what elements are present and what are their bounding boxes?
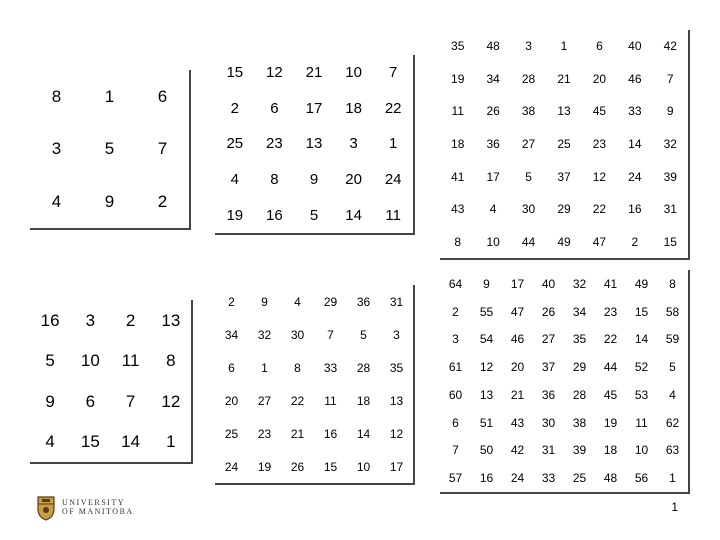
grid-cell: 29 <box>557 202 571 217</box>
grid-cell: 35 <box>451 39 465 54</box>
grid-cell: 60 <box>448 387 463 402</box>
grid-cell: 46 <box>628 71 642 86</box>
grid-cell: 23 <box>592 136 607 151</box>
grid-cell: 17 <box>486 169 500 184</box>
grid-cell: 12 <box>161 391 181 411</box>
grid-cell: 31 <box>389 294 404 309</box>
grid-cell: 40 <box>541 276 556 291</box>
grid-cell: 10 <box>80 351 100 371</box>
grid-cell: 21 <box>557 71 571 86</box>
grid-cell: 7 <box>157 139 168 159</box>
grid-cell: 43 <box>451 202 465 217</box>
grid-cell: 32 <box>663 136 677 151</box>
grid-cell: 9 <box>309 171 319 189</box>
grid-cell: 7 <box>327 327 334 342</box>
grid-cell: 14 <box>628 136 642 151</box>
grid-cell: 7 <box>452 443 459 458</box>
grid-cell: 11 <box>385 206 401 224</box>
grid-cell: 24 <box>384 171 402 189</box>
grid-cell: 56 <box>634 471 649 486</box>
grid-cell: 27 <box>521 136 536 151</box>
grid-cell: 19 <box>451 71 465 86</box>
grid-cell: 44 <box>603 360 618 375</box>
grid-cell: 13 <box>557 104 571 119</box>
grid-cell: 10 <box>356 459 371 474</box>
grid-cell: 16 <box>479 471 494 486</box>
grid-cell: 21 <box>290 426 305 441</box>
grid-cell: 5 <box>104 139 115 159</box>
grid-cell: 28 <box>572 387 587 402</box>
grid-cell: 7 <box>125 391 136 411</box>
grid-cell: 45 <box>603 387 618 402</box>
grid-cell: 1 <box>166 432 176 452</box>
grid-cell: 8 <box>669 276 676 291</box>
grid-cell: 13 <box>389 393 404 408</box>
grid-cell: 58 <box>665 304 680 319</box>
magic-square-7x7 <box>440 30 690 260</box>
grid-cell: 8 <box>454 234 462 249</box>
grid-cell: 25 <box>557 136 571 151</box>
grid-cell: 33 <box>323 360 338 375</box>
grid-cell: 7 <box>666 71 674 86</box>
grid-cell: 14 <box>345 206 362 224</box>
grid-cell: 35 <box>572 332 587 347</box>
grid-cell: 2 <box>125 310 136 330</box>
grid-cell: 6 <box>452 415 459 430</box>
grid-cell: 23 <box>266 135 283 153</box>
grid-cell: 10 <box>486 234 500 249</box>
grid-cell: 15 <box>226 64 244 82</box>
grid-cell: 9 <box>261 294 268 309</box>
grid-cell: 16 <box>628 202 642 217</box>
grid-cell: 42 <box>663 39 677 54</box>
magic-square-8x8 <box>440 270 690 494</box>
grid-cell: 5 <box>45 351 55 371</box>
grid-cell: 2 <box>631 234 639 249</box>
grid-cell: 26 <box>486 104 500 119</box>
grid-cell: 5 <box>360 327 367 342</box>
grid-cell: 8 <box>294 360 301 375</box>
grid-cell: 6 <box>85 391 96 411</box>
grid-cell: 52 <box>634 360 649 375</box>
grid-cell: 19 <box>257 459 272 474</box>
grid-cell: 34 <box>486 71 500 86</box>
grid-cell: 19 <box>603 415 618 430</box>
grid-cell: 28 <box>521 71 536 86</box>
grid-cell: 37 <box>557 169 571 184</box>
grid-cell: 62 <box>665 415 680 430</box>
logo-line-2: OF MANITOBA <box>62 507 134 516</box>
grid-cell: 63 <box>665 443 680 458</box>
grid-cell: 25 <box>572 471 587 486</box>
grid-cell: 18 <box>356 393 371 408</box>
grid-cell: 55 <box>479 304 494 319</box>
magic-square-5x5 <box>215 55 415 235</box>
grid-cell: 51 <box>479 415 494 430</box>
grid-cell: 8 <box>270 171 279 189</box>
grid-cell: 26 <box>541 304 556 319</box>
grid-cell: 4 <box>294 294 301 309</box>
grid-cell: 31 <box>541 443 556 458</box>
page-number: 1 <box>671 500 678 514</box>
grid-cell: 13 <box>305 135 323 153</box>
grid-cell: 44 <box>521 234 536 249</box>
grid-cell: 16 <box>266 206 283 224</box>
grid-cell: 6 <box>270 99 279 117</box>
grid-cell: 2 <box>230 99 239 117</box>
grid-cell: 14 <box>634 332 649 347</box>
grid-cell: 9 <box>483 276 490 291</box>
grid-cell: 34 <box>224 327 239 342</box>
grid-cell: 49 <box>557 234 571 249</box>
grid-cell: 3 <box>452 332 459 347</box>
grid-cell: 15 <box>634 304 649 319</box>
grid-cell: 6 <box>596 39 603 54</box>
grid-cell: 45 <box>592 104 607 119</box>
grid-cell: 23 <box>257 426 272 441</box>
university-logo <box>36 495 134 521</box>
grid-cell: 46 <box>510 332 525 347</box>
grid-cell: 20 <box>224 393 239 408</box>
grid-cell: 39 <box>663 169 677 184</box>
grid-cell: 30 <box>541 415 556 430</box>
grid-cell: 22 <box>592 202 607 217</box>
grid-cell: 13 <box>161 310 181 330</box>
grid-cell: 22 <box>603 332 618 347</box>
grid-cell: 6 <box>228 360 235 375</box>
grid-cell: 15 <box>80 432 100 452</box>
grid-cell: 36 <box>356 294 371 309</box>
university-crest-icon <box>36 495 56 521</box>
grid-cell: 18 <box>603 443 618 458</box>
grid-cell: 6 <box>157 86 168 106</box>
grid-cell: 2 <box>228 294 235 309</box>
grid-cell: 38 <box>521 104 536 119</box>
grid-cell: 54 <box>479 332 494 347</box>
grid-cell: 11 <box>121 351 140 371</box>
grid-cell: 30 <box>290 327 305 342</box>
grid-cell: 31 <box>663 202 677 217</box>
grid-cell: 22 <box>290 393 305 408</box>
grid-cell: 7 <box>389 64 398 82</box>
grid-cell: 4 <box>51 192 62 212</box>
grid-cell: 33 <box>628 104 642 119</box>
grid-cell: 27 <box>541 332 556 347</box>
grid-cell: 11 <box>324 393 337 408</box>
grid-cell: 39 <box>572 443 587 458</box>
grid-cell: 32 <box>572 276 587 291</box>
grid-cell: 36 <box>541 387 556 402</box>
magic-square-3x3 <box>30 70 191 230</box>
grid-cell: 28 <box>356 360 371 375</box>
grid-cell: 4 <box>669 387 676 402</box>
grid-cell: 3 <box>525 39 532 54</box>
grid-cell: 5 <box>309 206 319 224</box>
grid-cell: 13 <box>479 387 494 402</box>
grid-cell: 1 <box>104 86 115 106</box>
grid-cell: 1 <box>560 39 568 54</box>
grid-cell: 50 <box>479 443 494 458</box>
grid-cell: 42 <box>510 443 525 458</box>
grid-cell: 4 <box>45 432 55 452</box>
grid-cell: 5 <box>669 360 676 375</box>
grid-cell: 9 <box>45 391 55 411</box>
grid-cell: 10 <box>345 64 362 82</box>
grid-cell: 23 <box>603 304 618 319</box>
grid-cell: 15 <box>323 459 338 474</box>
grid-cell: 29 <box>323 294 338 309</box>
grid-cell: 38 <box>572 415 587 430</box>
grid-cell: 48 <box>603 471 618 486</box>
grid-cell: 24 <box>510 471 525 486</box>
grid-cell: 1 <box>261 360 268 375</box>
grid-cell: 25 <box>226 135 244 153</box>
grid-cell: 25 <box>224 426 239 441</box>
grid-cell: 41 <box>451 169 465 184</box>
grid-cell: 47 <box>592 234 607 249</box>
grid-cell: 61 <box>448 360 463 375</box>
grid-cell: 1 <box>669 471 676 486</box>
grid-cell: 21 <box>510 387 525 402</box>
grid-cell: 3 <box>85 310 96 330</box>
grid-cell: 17 <box>305 99 323 117</box>
grid-cell: 20 <box>510 360 525 375</box>
grid-cell: 9 <box>666 104 674 119</box>
grid-cell: 19 <box>226 206 244 224</box>
grid-cell: 18 <box>451 136 465 151</box>
grid-cell: 5 <box>525 169 532 184</box>
grid-cell: 24 <box>224 459 239 474</box>
grid-cell: 27 <box>257 393 272 408</box>
grid-cell: 57 <box>448 471 463 486</box>
magic-square-4x4 <box>30 300 193 464</box>
grid-cell: 2 <box>157 192 168 212</box>
grid-cell: 14 <box>121 432 141 452</box>
grid-cell: 4 <box>230 171 239 189</box>
grid-cell: 17 <box>389 459 404 474</box>
grid-cell: 1 <box>389 135 398 153</box>
grid-cell: 2 <box>452 304 459 319</box>
grid-cell: 12 <box>266 64 283 82</box>
grid-cell: 21 <box>305 64 323 82</box>
grid-cell: 8 <box>51 86 62 106</box>
grid-cell: 47 <box>510 304 525 319</box>
logo-line-1: UNIVERSITY <box>62 498 125 508</box>
grid-cell: 3 <box>349 135 358 153</box>
grid-cell: 29 <box>572 360 587 375</box>
grid-cell: 33 <box>541 471 556 486</box>
magic-square-6x6 <box>215 285 415 485</box>
grid-cell: 59 <box>665 332 680 347</box>
grid-cell: 4 <box>489 202 497 217</box>
grid-cell: 64 <box>448 276 463 291</box>
grid-cell: 41 <box>603 276 618 291</box>
grid-cell: 20 <box>345 171 362 189</box>
grid-cell: 43 <box>510 415 525 430</box>
grid-cell: 12 <box>389 426 404 441</box>
grid-cell: 53 <box>634 387 649 402</box>
grid-cell: 15 <box>663 234 677 249</box>
grid-cell: 30 <box>521 202 536 217</box>
grid-cell: 11 <box>451 104 464 119</box>
grid-cell: 16 <box>40 310 60 330</box>
grid-cell: 12 <box>592 169 607 184</box>
grid-cell: 34 <box>572 304 587 319</box>
grid-cell: 16 <box>323 426 338 441</box>
grid-cell: 11 <box>635 415 648 430</box>
grid-cell: 48 <box>486 39 500 54</box>
grid-cell: 17 <box>510 276 525 291</box>
grid-cell: 3 <box>51 139 62 159</box>
grid-cell: 3 <box>393 327 400 342</box>
grid-cell: 49 <box>634 276 649 291</box>
grid-cell: 18 <box>345 99 362 117</box>
grid-cell: 12 <box>479 360 494 375</box>
grid-cell: 14 <box>356 426 371 441</box>
grid-cell: 26 <box>290 459 305 474</box>
grid-cell: 9 <box>104 192 115 212</box>
grid-cell: 24 <box>628 169 642 184</box>
grid-cell: 22 <box>384 99 402 117</box>
grid-cell: 37 <box>541 360 556 375</box>
grid-cell: 36 <box>486 136 500 151</box>
grid-cell: 32 <box>257 327 272 342</box>
grid-cell: 10 <box>634 443 649 458</box>
grid-cell: 20 <box>592 71 607 86</box>
grid-cell: 35 <box>389 360 404 375</box>
grid-cell: 8 <box>166 351 176 371</box>
grid-cell: 40 <box>628 39 642 54</box>
